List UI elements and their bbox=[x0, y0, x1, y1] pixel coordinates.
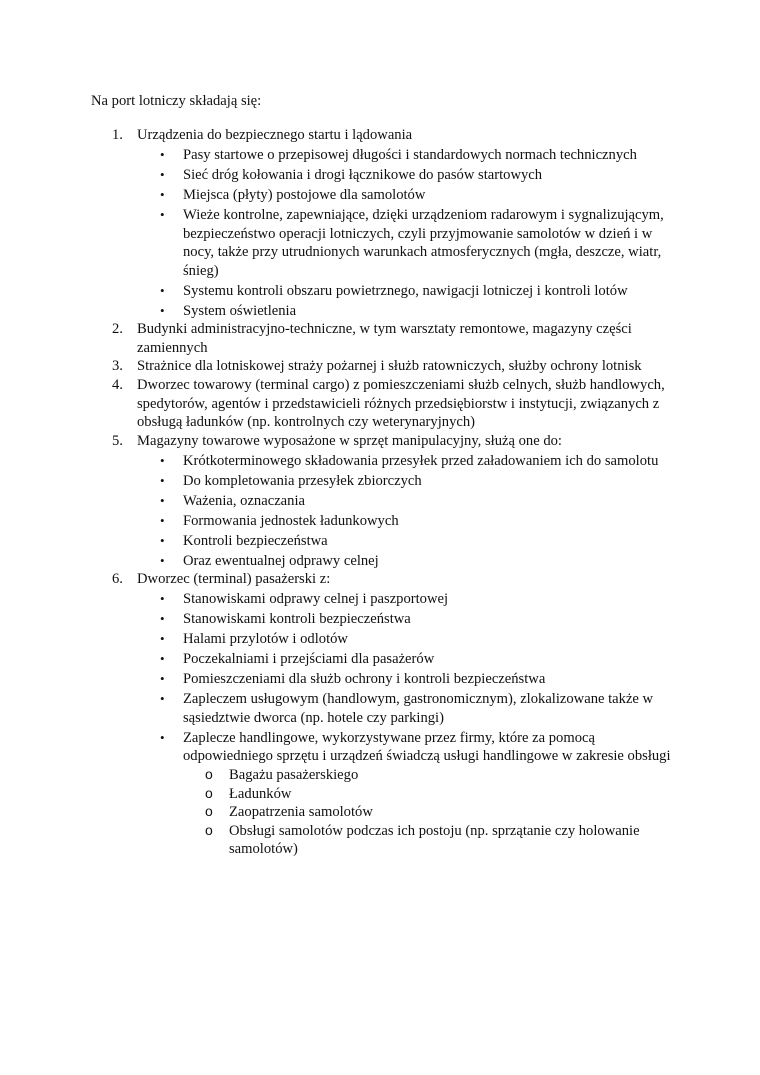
bullet-item bbox=[0, 670, 760, 689]
circle-bullet-icon: o bbox=[205, 784, 213, 801]
bullet-item bbox=[0, 552, 760, 571]
bullet-icon: • bbox=[160, 552, 165, 568]
bullet-icon: • bbox=[160, 206, 165, 222]
bullet-item-text: Pomieszczeniami dla służb ochrony i kontroli bezpieczeństwa bbox=[183, 671, 546, 688]
bullet-item-text: System oświetlenia bbox=[183, 302, 297, 319]
list-item-text: Budynki administracyjno-techniczne, w tym warsztaty remontowe, magazyny części zamiennych bbox=[137, 321, 632, 356]
bullet-item-text: Pasy startowe o przepisowej długości i standardowych normach technicznych bbox=[183, 146, 637, 163]
sub-bullet-item-text: Bagażu pasażerskiego bbox=[229, 767, 359, 784]
sub-bullet-item bbox=[0, 766, 760, 785]
bullet-item bbox=[0, 492, 760, 511]
bullet-item bbox=[0, 206, 760, 280]
list-item-text: Strażnice dla lotniskowej straży pożarnej i służb ratowniczych, służby ochrony lotnisk bbox=[137, 358, 642, 375]
bullet-item bbox=[0, 630, 760, 649]
circle-bullet-icon: o bbox=[205, 803, 213, 820]
bullet-item-text: Formowania jednostek ładunkowych bbox=[183, 512, 399, 529]
bullet-icon: • bbox=[160, 611, 165, 627]
bullet-item-text: Do kompletowania przesyłek zbiorczych bbox=[183, 472, 422, 489]
bullet-icon: • bbox=[160, 729, 165, 745]
bullet-item bbox=[0, 532, 760, 551]
bullet-icon: • bbox=[160, 651, 165, 667]
bullet-item-text: Krótkoterminowego składowania przesyłek przed załadowaniem ich do samolotu bbox=[183, 452, 659, 469]
bullet-icon: • bbox=[160, 452, 165, 468]
bullet-item bbox=[0, 302, 760, 321]
bullet-icon: • bbox=[160, 691, 165, 707]
bullet-item bbox=[0, 282, 760, 301]
bullet-item-text: Zaplecze handlingowe, wykorzystywane przez firmy, które za pomocą odpowiedniego sprzętu i urządzeń świadczą usługi handlingowe w zakresie obsługi bbox=[183, 729, 671, 765]
bullet-icon: • bbox=[160, 186, 165, 202]
bullet-item bbox=[0, 472, 760, 491]
bullet-icon: • bbox=[160, 282, 165, 298]
list-item-number: 4. bbox=[112, 377, 123, 394]
bullet-item-text: Miejsca (płyty) postojowe dla samolotów bbox=[183, 186, 426, 203]
bullet-item bbox=[0, 146, 760, 165]
bullet-item-text: Poczekalniami i przejściami dla pasażerów bbox=[183, 651, 435, 668]
bullet-icon: • bbox=[160, 671, 165, 687]
bullet-item-text: Oraz ewentualnej odprawy celnej bbox=[183, 552, 379, 569]
bullet-icon: • bbox=[160, 146, 165, 162]
list-item bbox=[0, 376, 760, 432]
list-item bbox=[0, 570, 760, 589]
bullet-icon: • bbox=[160, 492, 165, 508]
bullet-item bbox=[0, 690, 760, 727]
list-item-number: 3. bbox=[112, 358, 123, 375]
bullet-item-text: Ważenia, oznaczania bbox=[183, 492, 305, 509]
list-item-text: Dworzec (terminal) pasażerski z: bbox=[137, 571, 331, 588]
numbered-list bbox=[0, 126, 760, 859]
bullet-item bbox=[0, 590, 760, 609]
sub-bullet-item bbox=[0, 822, 760, 859]
bullet-item bbox=[0, 650, 760, 669]
sub-bullet-item-text: Obsługi samolotów podczas ich postoju (np. sprzątanie czy holowanie samolotów) bbox=[229, 822, 640, 858]
bullet-item-text: Sieć dróg kołowania i drogi łącznikowe do pasów startowych bbox=[183, 166, 543, 183]
circle-bullet-icon: o bbox=[205, 766, 213, 783]
bullet-item bbox=[0, 512, 760, 531]
sub-bullet-item-text: Ładunków bbox=[229, 785, 292, 802]
sub-bullet-item-text: Zaopatrzenia samolotów bbox=[229, 804, 373, 821]
list-item bbox=[0, 432, 760, 451]
bullet-item bbox=[0, 452, 760, 471]
bullet-item bbox=[0, 166, 760, 185]
bullet-icon: • bbox=[160, 512, 165, 528]
bullet-icon: • bbox=[160, 302, 165, 318]
list-item-text: Dworzec towarowy (terminal cargo) z pomieszczeniami służb celnych, służb handlowych, spedytorów, agentów i przedstawicieli różnych przedsiębiorstw i instytucji, związanych z obsługą ładunków (np. kontrolnych czy weterynaryjnych) bbox=[137, 377, 665, 431]
bullet-icon: • bbox=[160, 472, 165, 488]
bullet-item-text: Halami przylotów i odlotów bbox=[183, 631, 348, 648]
bullet-item-text: Zapleczem usługowym (handlowym, gastronomicznym), zlokalizowane także w sąsiedztwie dworca (np. hotele czy parkingi) bbox=[183, 691, 654, 726]
list-item-text: Urządzenia do bezpiecznego startu i lądowania bbox=[137, 127, 413, 143]
bullet-item-text: Wieże kontrolne, zapewniające, dzięki urządzeniom radarowym i sygnalizującym, bezpieczeństwo operacji lotniczych, czyli przyjmowanie samolotów w dzień i w nocy, także przy utrudnionych warunkach atmosferycznych (mgła, deszcze, wiatr, śnieg) bbox=[183, 206, 664, 279]
bullet-icon: • bbox=[160, 631, 165, 647]
sub-bullet-item bbox=[0, 803, 760, 822]
bullet-icon: • bbox=[160, 532, 165, 548]
list-item-text: Magazyny towarowe wyposażone w sprzęt manipulacyjny, służą one do: bbox=[137, 432, 562, 449]
bullet-item-text: Stanowiskami kontroli bezpieczeństwa bbox=[183, 611, 411, 628]
list-item-number: 2. bbox=[112, 321, 123, 338]
list-item-number: 6. bbox=[112, 571, 123, 588]
bullet-item-text: Systemu kontroli obszaru powietrznego, nawigacji lotniczej i kontroli lotów bbox=[183, 282, 628, 299]
bullet-item bbox=[0, 186, 760, 205]
bullet-icon: • bbox=[160, 166, 165, 182]
intro-text: Na port lotniczy składają się: bbox=[91, 93, 262, 109]
list-item bbox=[0, 320, 760, 357]
bullet-item-text: Stanowiskami odprawy celnej i paszportowej bbox=[183, 591, 449, 608]
circle-bullet-icon: o bbox=[205, 821, 213, 838]
bullet-item bbox=[0, 729, 760, 766]
bullet-icon: • bbox=[160, 591, 165, 607]
bullet-item-text: Kontroli bezpieczeństwa bbox=[183, 532, 328, 549]
list-item-number: 5. bbox=[112, 432, 123, 449]
sub-bullet-item bbox=[0, 785, 760, 804]
list-item bbox=[0, 126, 760, 145]
list-item bbox=[0, 357, 760, 376]
bullet-item bbox=[0, 610, 760, 629]
list-item-number: 1. bbox=[112, 127, 123, 143]
